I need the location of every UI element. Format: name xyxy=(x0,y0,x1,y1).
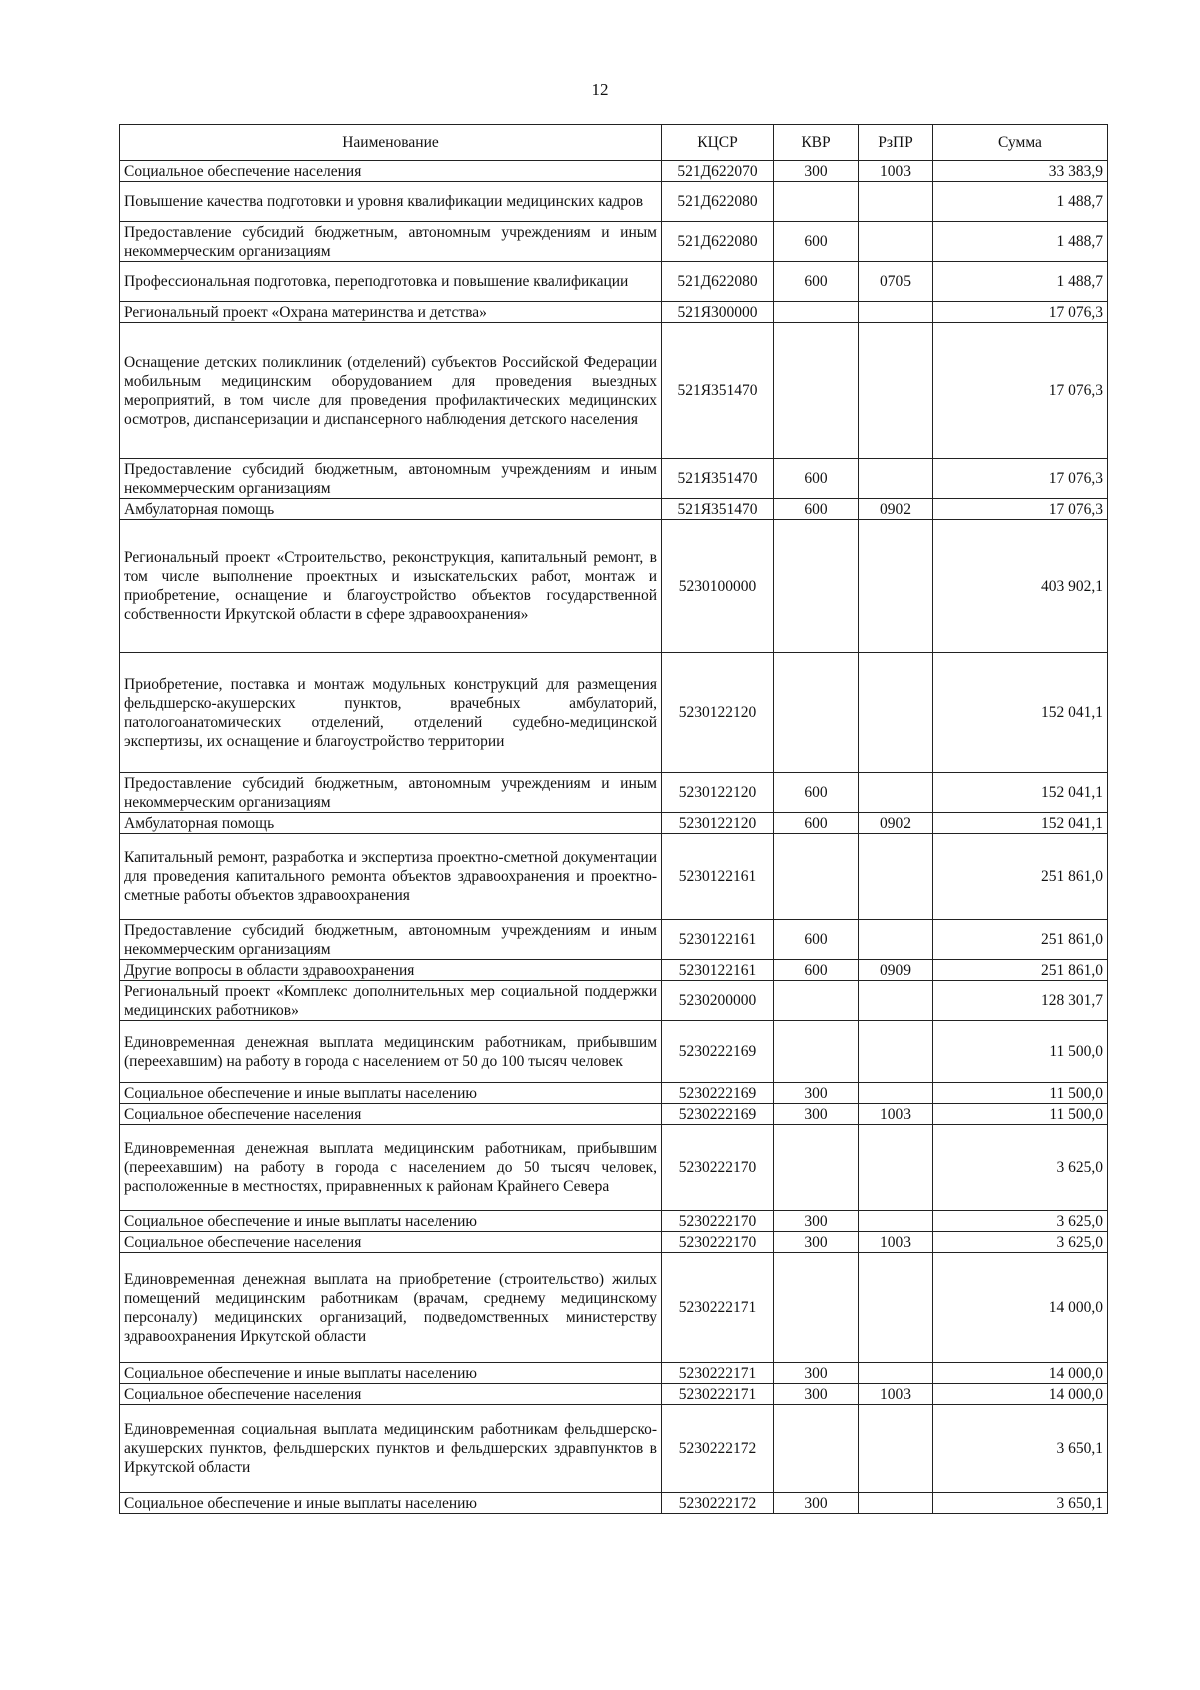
row-rzpr xyxy=(859,1125,933,1211)
table-row xyxy=(120,773,1108,813)
column-header-rzpr: РзПР xyxy=(859,125,933,161)
table-row xyxy=(120,1104,1108,1125)
row-name: Другие вопросы в области здравоохранения xyxy=(120,960,662,981)
row-sum: 3 650,1 xyxy=(933,1493,1108,1514)
row-sum: 14 000,0 xyxy=(933,1363,1108,1384)
row-rzpr: 0902 xyxy=(859,813,933,834)
row-kvr xyxy=(774,1125,859,1211)
row-name: Предоставление субсидий бюджетным, автономным учреждениям и иным некоммерческим организациям xyxy=(120,773,662,813)
table-row xyxy=(120,222,1108,262)
row-kvr xyxy=(774,1405,859,1493)
table-row xyxy=(120,813,1108,834)
row-name: Единовременная денежная выплата медицинским работникам, прибывшим (переехавшим) на работу в города с населением от 50 до 100 тысяч человек xyxy=(120,1021,662,1083)
row-name: Социальное обеспечение и иные выплаты населению xyxy=(120,1493,662,1514)
table-row xyxy=(120,1021,1108,1083)
row-kvr: 300 xyxy=(774,1211,859,1232)
budget-table xyxy=(119,124,1108,1514)
row-name: Социальное обеспечение населения xyxy=(120,161,662,182)
row-sum: 3 625,0 xyxy=(933,1211,1108,1232)
table-row xyxy=(120,1363,1108,1384)
row-kvr: 600 xyxy=(774,773,859,813)
row-rzpr xyxy=(859,222,933,262)
table-row xyxy=(120,302,1108,323)
row-name: Приобретение, поставка и монтаж модульных конструкций для размещения фельдшерско-акушерских пунктов, врачебных амбулаторий, патологоанатомических отделений, отделений судебно-медицинской экспертизы, их оснащение и благоустройство территории xyxy=(120,653,662,773)
row-kcsr: 5230222170 xyxy=(662,1211,774,1232)
row-rzpr xyxy=(859,459,933,499)
row-rzpr: 1003 xyxy=(859,1384,933,1405)
row-name: Амбулаторная помощь xyxy=(120,499,662,520)
row-kcsr: 5230222172 xyxy=(662,1405,774,1493)
table-row xyxy=(120,1405,1108,1493)
row-kvr: 600 xyxy=(774,960,859,981)
table-row xyxy=(120,653,1108,773)
row-rzpr: 1003 xyxy=(859,1232,933,1253)
row-kcsr: 5230222172 xyxy=(662,1493,774,1514)
row-rzpr xyxy=(859,302,933,323)
table-row xyxy=(120,1211,1108,1232)
row-rzpr xyxy=(859,981,933,1021)
row-sum: 3 625,0 xyxy=(933,1232,1108,1253)
row-rzpr xyxy=(859,834,933,920)
row-sum: 11 500,0 xyxy=(933,1021,1108,1083)
column-header-kcsr: КЦСР xyxy=(662,125,774,161)
row-name: Социальное обеспечение населения xyxy=(120,1232,662,1253)
table-row xyxy=(120,459,1108,499)
row-kvr: 600 xyxy=(774,222,859,262)
row-sum: 251 861,0 xyxy=(933,960,1108,981)
row-kvr: 600 xyxy=(774,920,859,960)
row-kvr: 300 xyxy=(774,1232,859,1253)
row-kcsr: 5230222169 xyxy=(662,1021,774,1083)
page-number: 12 xyxy=(591,80,609,99)
row-kcsr: 521Д622080 xyxy=(662,182,774,222)
row-kvr xyxy=(774,182,859,222)
row-sum: 152 041,1 xyxy=(933,653,1108,773)
row-kcsr: 521Я300000 xyxy=(662,302,774,323)
row-name: Предоставление субсидий бюджетным, автономным учреждениям и иным некоммерческим организациям xyxy=(120,222,662,262)
row-name: Социальное обеспечение населения xyxy=(120,1384,662,1405)
row-sum: 128 301,7 xyxy=(933,981,1108,1021)
row-kvr xyxy=(774,323,859,459)
row-rzpr xyxy=(859,1363,933,1384)
row-name: Социальное обеспечение и иные выплаты населению xyxy=(120,1211,662,1232)
row-kcsr: 5230222171 xyxy=(662,1363,774,1384)
table-row xyxy=(120,960,1108,981)
row-name: Социальное обеспечение и иные выплаты населению xyxy=(120,1363,662,1384)
row-sum: 403 902,1 xyxy=(933,520,1108,653)
table-row xyxy=(120,182,1108,222)
row-kvr: 300 xyxy=(774,1384,859,1405)
row-sum: 33 383,9 xyxy=(933,161,1108,182)
row-rzpr xyxy=(859,920,933,960)
row-sum: 14 000,0 xyxy=(933,1253,1108,1363)
row-name: Капитальный ремонт, разработка и экспертиза проектно-сметной документации для проведения капитального ремонта объектов здравоохранения и проектно-сметные работы объектов здравоохранения xyxy=(120,834,662,920)
row-sum: 11 500,0 xyxy=(933,1104,1108,1125)
row-name: Социальное обеспечение населения xyxy=(120,1104,662,1125)
row-kcsr: 5230100000 xyxy=(662,520,774,653)
row-kvr: 300 xyxy=(774,1493,859,1514)
row-rzpr xyxy=(859,1211,933,1232)
row-rzpr xyxy=(859,1405,933,1493)
row-kvr xyxy=(774,302,859,323)
row-kcsr: 5230122120 xyxy=(662,653,774,773)
column-header-name: Наименование xyxy=(120,125,662,161)
row-rzpr xyxy=(859,1493,933,1514)
row-rzpr: 0902 xyxy=(859,499,933,520)
row-kvr xyxy=(774,1253,859,1363)
row-kcsr: 5230200000 xyxy=(662,981,774,1021)
row-name: Единовременная денежная выплата на приобретение (строительство) жилых помещений медицинским работникам (врачам, среднему медицинскому персоналу) медицинских организаций, подведомственных министерству здравоохранения Иркутской области xyxy=(120,1253,662,1363)
table-row xyxy=(120,981,1108,1021)
row-kvr: 600 xyxy=(774,813,859,834)
row-kcsr: 5230222171 xyxy=(662,1384,774,1405)
row-kcsr: 521Я351470 xyxy=(662,323,774,459)
row-kcsr: 5230122161 xyxy=(662,960,774,981)
row-kvr xyxy=(774,981,859,1021)
table-row xyxy=(120,262,1108,302)
column-header-sum: Сумма xyxy=(933,125,1108,161)
row-rzpr: 0909 xyxy=(859,960,933,981)
table-row xyxy=(120,1493,1108,1514)
row-name: Региональный проект «Охрана материнства и детства» xyxy=(120,302,662,323)
row-rzpr: 0705 xyxy=(859,262,933,302)
row-name: Повышение качества подготовки и уровня квалификации медицинских кадров xyxy=(120,182,662,222)
row-kvr: 300 xyxy=(774,1083,859,1104)
table-row xyxy=(120,520,1108,653)
row-rzpr xyxy=(859,1021,933,1083)
row-kcsr: 521Я351470 xyxy=(662,499,774,520)
row-kvr: 300 xyxy=(774,1363,859,1384)
row-sum: 11 500,0 xyxy=(933,1083,1108,1104)
row-kcsr: 521Д622070 xyxy=(662,161,774,182)
row-sum: 3 650,1 xyxy=(933,1405,1108,1493)
row-kvr: 600 xyxy=(774,262,859,302)
row-name: Профессиональная подготовка, переподготовка и повышение квалификации xyxy=(120,262,662,302)
row-name: Социальное обеспечение и иные выплаты населению xyxy=(120,1083,662,1104)
row-kcsr: 5230222171 xyxy=(662,1253,774,1363)
row-sum: 14 000,0 xyxy=(933,1384,1108,1405)
row-name: Предоставление субсидий бюджетным, автономным учреждениям и иным некоммерческим организациям xyxy=(120,459,662,499)
row-kvr: 300 xyxy=(774,1104,859,1125)
row-sum: 1 488,7 xyxy=(933,262,1108,302)
row-rzpr xyxy=(859,1253,933,1363)
row-kcsr: 5230122120 xyxy=(662,813,774,834)
row-kcsr: 5230222170 xyxy=(662,1125,774,1211)
row-sum: 17 076,3 xyxy=(933,499,1108,520)
row-kcsr: 5230222169 xyxy=(662,1104,774,1125)
row-sum: 251 861,0 xyxy=(933,920,1108,960)
table-row xyxy=(120,323,1108,459)
row-kvr: 300 xyxy=(774,161,859,182)
row-kvr xyxy=(774,520,859,653)
row-rzpr xyxy=(859,1083,933,1104)
row-name: Оснащение детских поликлиник (отделений) субъектов Российской Федерации мобильным медицинским оборудованием для проведения выездных мероприятий, в том числе для проведения профилактических медицинских осмотров, диспансеризации и диспансерного наблюдения детского населения xyxy=(120,323,662,459)
row-name: Единовременная денежная выплата медицинским работникам, прибывшим (переехавшим) на работу в города с населением до 50 тысяч человек, расположенные в местностях, приравненных к районам Крайнего Севера xyxy=(120,1125,662,1211)
table-row xyxy=(120,920,1108,960)
table-row xyxy=(120,161,1108,182)
table-row xyxy=(120,1384,1108,1405)
row-kcsr: 5230222169 xyxy=(662,1083,774,1104)
row-kvr: 600 xyxy=(774,459,859,499)
row-kcsr: 5230222170 xyxy=(662,1232,774,1253)
row-sum: 17 076,3 xyxy=(933,302,1108,323)
column-header-kvr: КВР xyxy=(774,125,859,161)
row-kcsr: 521Я351470 xyxy=(662,459,774,499)
row-rzpr xyxy=(859,323,933,459)
row-name: Предоставление субсидий бюджетным, автономным учреждениям и иным некоммерческим организациям xyxy=(120,920,662,960)
row-rzpr xyxy=(859,773,933,813)
row-sum: 1 488,7 xyxy=(933,222,1108,262)
table-row xyxy=(120,1125,1108,1211)
row-name: Региональный проект «Комплекс дополнительных мер социальной поддержки медицинских работников» xyxy=(120,981,662,1021)
row-kvr xyxy=(774,834,859,920)
row-kvr xyxy=(774,1021,859,1083)
row-rzpr xyxy=(859,653,933,773)
row-rzpr: 1003 xyxy=(859,161,933,182)
table-row xyxy=(120,834,1108,920)
row-kvr: 600 xyxy=(774,499,859,520)
row-sum: 152 041,1 xyxy=(933,813,1108,834)
row-kcsr: 5230122120 xyxy=(662,773,774,813)
row-kvr xyxy=(774,653,859,773)
row-sum: 17 076,3 xyxy=(933,323,1108,459)
row-sum: 17 076,3 xyxy=(933,459,1108,499)
row-kcsr: 521Д622080 xyxy=(662,222,774,262)
row-rzpr xyxy=(859,182,933,222)
row-sum: 3 625,0 xyxy=(933,1125,1108,1211)
table-row xyxy=(120,1232,1108,1253)
table-row xyxy=(120,499,1108,520)
row-kcsr: 5230122161 xyxy=(662,920,774,960)
row-name: Единовременная социальная выплата медицинским работникам фельдшерско-акушерских пунктов, фельдшерских пунктов и фельдшерских здравпунктов в Иркутской области xyxy=(120,1405,662,1493)
row-sum: 1 488,7 xyxy=(933,182,1108,222)
row-sum: 251 861,0 xyxy=(933,834,1108,920)
table-header-row xyxy=(120,125,1108,161)
row-name: Региональный проект «Строительство, реконструкция, капитальный ремонт, в том числе выполнение проектных и изыскательских работ, монтаж и приобретение, оснащение и благоустройство объектов государственной собственности Иркутской области в сфере здравоохранения» xyxy=(120,520,662,653)
row-sum: 152 041,1 xyxy=(933,773,1108,813)
row-kcsr: 521Д622080 xyxy=(662,262,774,302)
row-name: Амбулаторная помощь xyxy=(120,813,662,834)
row-rzpr xyxy=(859,520,933,653)
row-kcsr: 5230122161 xyxy=(662,834,774,920)
row-rzpr: 1003 xyxy=(859,1104,933,1125)
table-row xyxy=(120,1253,1108,1363)
table-row xyxy=(120,1083,1108,1104)
